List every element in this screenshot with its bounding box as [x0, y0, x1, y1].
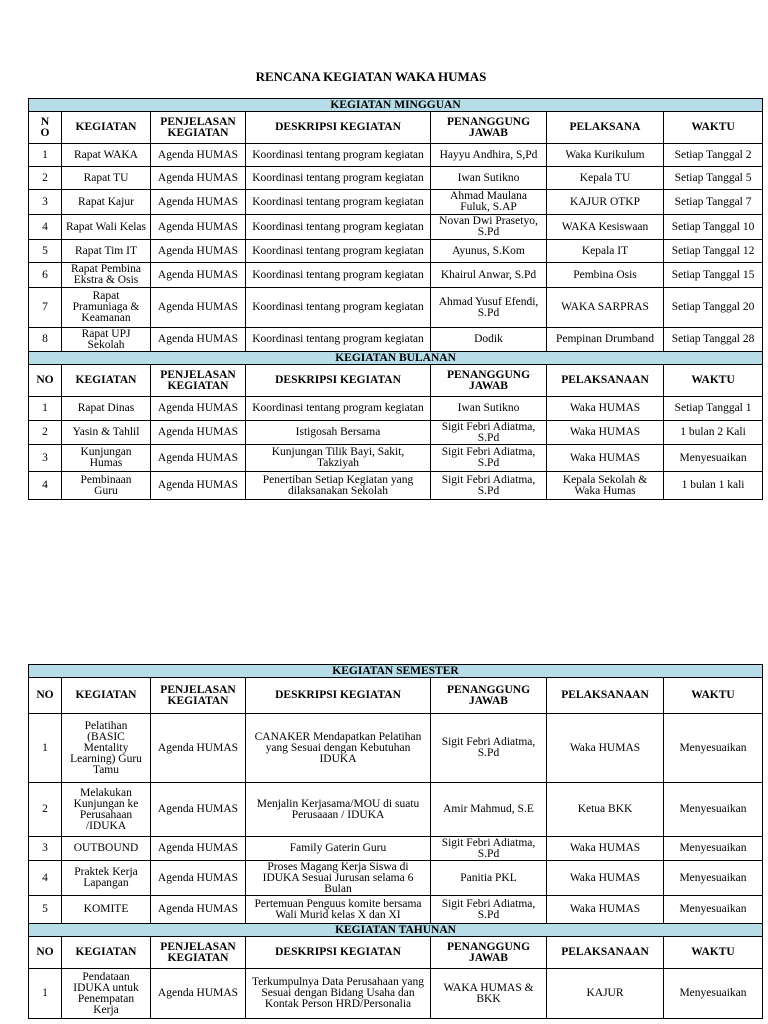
table-row: [29, 421, 763, 445]
header-row: [29, 365, 763, 397]
column-header: DESKRIPSI KEGIATAN: [246, 112, 431, 144]
table-cell: Setiap Tanggal 20: [664, 288, 763, 328]
table-cell: Koordinasi tentang program kegiatan: [246, 240, 431, 263]
table-cell: CANAKER Mendapatkan Pelatihan yang Sesuai dengan Kebutuhan IDUKA: [246, 714, 431, 783]
table-row: [29, 861, 763, 896]
table-cell: Agenda HUMAS: [151, 472, 246, 500]
table-row: [29, 190, 763, 215]
table-cell: 6: [29, 263, 62, 288]
table-cell: 1: [29, 714, 62, 783]
table-cell: Koordinasi tentang program kegiatan: [246, 328, 431, 352]
table-cell: WAKA HUMAS & BKK: [431, 969, 547, 1019]
table-cell: Ayunus, S.Kom: [431, 240, 547, 263]
table-cell: Sigit Febri Adiatma, S.Pd: [431, 472, 547, 500]
table-cell: Kunjungan Humas: [62, 445, 151, 472]
table-cell: 3: [29, 190, 62, 215]
column-header: WAKTU: [664, 678, 763, 714]
table-cell: KOMITE: [62, 896, 151, 924]
table-cell: Pelatihan (BASIC Mentality Learning) Guru Tamu: [62, 714, 151, 783]
table-cell: Agenda HUMAS: [151, 328, 246, 352]
table-cell: Penertiban Setiap Kegiatan yang dilaksanakan Sekolah: [246, 472, 431, 500]
section-title: KEGIATAN SEMESTER: [29, 665, 763, 678]
table-cell: WAKA Kesiswaan: [547, 215, 664, 240]
table-cell: Koordinasi tentang program kegiatan: [246, 144, 431, 167]
column-header: PELAKSANAAN: [547, 937, 664, 969]
column-header: NO: [29, 678, 62, 714]
table-cell: Menyesuaikan: [664, 969, 763, 1019]
table-cell: Rapat WAKA: [62, 144, 151, 167]
table-weekly-monthly: [28, 98, 763, 500]
table-cell: Rapat Kajur: [62, 190, 151, 215]
table-cell: Hayyu Andhira, S,Pd: [431, 144, 547, 167]
column-header: NO: [29, 937, 62, 969]
table-cell: 1: [29, 144, 62, 167]
table-cell: Agenda HUMAS: [151, 896, 246, 924]
table-cell: KAJUR: [547, 969, 664, 1019]
table-cell: 5: [29, 896, 62, 924]
header-row: [29, 678, 763, 714]
table-cell: Rapat Dinas: [62, 397, 151, 421]
column-header: PELAKSANAAN: [547, 365, 664, 397]
table-cell: Rapat Pembina Ekstra & Osis: [62, 263, 151, 288]
table-cell: 1: [29, 969, 62, 1019]
table-cell: 8: [29, 328, 62, 352]
table-cell: 5: [29, 240, 62, 263]
table-row: [29, 397, 763, 421]
table-cell: Dodik: [431, 328, 547, 352]
table-cell: Sigit Febri Adiatma, S.Pd: [431, 837, 547, 861]
table-cell: Proses Magang Kerja Siswa di IDUKA Sesuai Jurusan selama 6 Bulan: [246, 861, 431, 896]
table-cell: Agenda HUMAS: [151, 861, 246, 896]
table-cell: Pembina Osis: [547, 263, 664, 288]
table-cell: Sigit Febri Adiatma, S.Pd: [431, 445, 547, 472]
column-header: PELAKSANAAN: [547, 678, 664, 714]
table-cell: Istigosah Bersama: [246, 421, 431, 445]
section-title: KEGIATAN MINGGUAN: [29, 99, 763, 112]
table-cell: WAKA SARPRAS: [547, 288, 664, 328]
table-cell: 2: [29, 167, 62, 190]
column-header: PENANGGUNG JAWAB: [431, 365, 547, 397]
column-header: NO: [29, 365, 62, 397]
column-header: PENANGGUNG JAWAB: [431, 937, 547, 969]
table-row: [29, 714, 763, 783]
table-row: [29, 288, 763, 328]
column-header: PENJELASAN KEGIATAN: [151, 112, 246, 144]
table-cell: Kepala TU: [547, 167, 664, 190]
column-header: PELAKSANA: [547, 112, 664, 144]
table-cell: Rapat TU: [62, 167, 151, 190]
table-cell: Pendataan IDUKA untuk Penempatan Kerja: [62, 969, 151, 1019]
table-cell: Koordinasi tentang program kegiatan: [246, 215, 431, 240]
table-cell: Kunjungan Tilik Bayi, Sakit, Takziyah: [246, 445, 431, 472]
table-row: [29, 263, 763, 288]
table-cell: Koordinasi tentang program kegiatan: [246, 288, 431, 328]
table-cell: Agenda HUMAS: [151, 167, 246, 190]
section-title-row: [29, 665, 763, 678]
table-row: [29, 167, 763, 190]
table-cell: Ketua BKK: [547, 783, 664, 837]
table-cell: Pertemuan Penguus komite bersama Wali Murid kelas X dan XI: [246, 896, 431, 924]
column-header: KEGIATAN: [62, 937, 151, 969]
table-row: [29, 328, 763, 352]
table-cell: 1 bulan 1 kali: [664, 472, 763, 500]
table-cell: Melakukan Kunjungan ke Perusahaan /IDUKA: [62, 783, 151, 837]
table-cell: Agenda HUMAS: [151, 288, 246, 328]
table-cell: Koordinasi tentang program kegiatan: [246, 397, 431, 421]
table-cell: Rapat Pramuniaga & Keamanan: [62, 288, 151, 328]
table-cell: 4: [29, 215, 62, 240]
table-cell: 2: [29, 421, 62, 445]
table-cell: Menyesuaikan: [664, 861, 763, 896]
column-header: WAKTU: [664, 365, 763, 397]
table-cell: Menyesuaikan: [664, 783, 763, 837]
table-row: [29, 969, 763, 1019]
table-cell: Ahmad Maulana Fuluk, S.AP: [431, 190, 547, 215]
table-cell: Kepala IT: [547, 240, 664, 263]
table-cell: Iwan Sutikno: [431, 397, 547, 421]
column-header: KEGIATAN: [62, 112, 151, 144]
table-cell: 4: [29, 861, 62, 896]
column-header: DESKRIPSI KEGIATAN: [246, 365, 431, 397]
section-title: KEGIATAN TAHUNAN: [29, 924, 763, 937]
table-cell: 2: [29, 783, 62, 837]
column-header: N O: [29, 112, 62, 144]
column-header: KEGIATAN: [62, 365, 151, 397]
table-cell: Pempinan Drumband: [547, 328, 664, 352]
table-cell: Terkumpulnya Data Perusahaan yang Sesuai dengan Bidang Usaha dan Kontak Person HRD/Personalia: [246, 969, 431, 1019]
table-cell: Sigit Febri Adiatma, S.Pd: [431, 421, 547, 445]
header-row: [29, 937, 763, 969]
section-title-row: [29, 924, 763, 937]
table-cell: 4: [29, 472, 62, 500]
table-cell: Koordinasi tentang program kegiatan: [246, 190, 431, 215]
table-cell: Menyesuaikan: [664, 896, 763, 924]
table-cell: Koordinasi tentang program kegiatan: [246, 263, 431, 288]
table-cell: Iwan Sutikno: [431, 167, 547, 190]
table-cell: Kepala Sekolah & Waka Humas: [547, 472, 664, 500]
table-row: [29, 144, 763, 167]
table-cell: Novan Dwi Prasetyo, S.Pd: [431, 215, 547, 240]
table-cell: Setiap Tanggal 5: [664, 167, 763, 190]
table-row: [29, 215, 763, 240]
table-cell: Agenda HUMAS: [151, 240, 246, 263]
table-cell: Agenda HUMAS: [151, 969, 246, 1019]
table-cell: 3: [29, 445, 62, 472]
table-cell: Menyesuaikan: [664, 837, 763, 861]
table-cell: Agenda HUMAS: [151, 397, 246, 421]
table-cell: Amir Mahmud, S.E: [431, 783, 547, 837]
table-semester-yearly: [28, 664, 763, 1019]
table-cell: Waka HUMAS: [547, 397, 664, 421]
table-row: [29, 472, 763, 500]
section-title: KEGIATAN BULANAN: [29, 352, 763, 365]
table-cell: 1 bulan 2 Kali: [664, 421, 763, 445]
table-cell: Agenda HUMAS: [151, 263, 246, 288]
table-cell: KAJUR OTKP: [547, 190, 664, 215]
table-cell: OUTBOUND: [62, 837, 151, 861]
table-cell: Setiap Tanggal 2: [664, 144, 763, 167]
column-header: KEGIATAN: [62, 678, 151, 714]
table-cell: Rapat Tim IT: [62, 240, 151, 263]
table-cell: Praktek Kerja Lapangan: [62, 861, 151, 896]
table-cell: Setiap Tanggal 7: [664, 190, 763, 215]
table-cell: Agenda HUMAS: [151, 144, 246, 167]
table-cell: Yasin & Tahlil: [62, 421, 151, 445]
column-header: DESKRIPSI KEGIATAN: [246, 937, 431, 969]
table-cell: Setiap Tanggal 15: [664, 263, 763, 288]
table-cell: 1: [29, 397, 62, 421]
table-row: [29, 240, 763, 263]
table-cell: Setiap Tanggal 28: [664, 328, 763, 352]
table-row: [29, 837, 763, 861]
table-cell: Waka HUMAS: [547, 861, 664, 896]
table-cell: Waka HUMAS: [547, 714, 664, 783]
table-cell: Setiap Tanggal 12: [664, 240, 763, 263]
column-header: PENANGGUNG JAWAB: [431, 112, 547, 144]
document-title: RENCANA KEGIATAN WAKA HUMAS: [255, 69, 487, 84]
section-title-row: [29, 352, 763, 365]
table-cell: Waka HUMAS: [547, 896, 664, 924]
table-cell: Sigit Febri Adiatma, S.Pd: [431, 714, 547, 783]
column-header: PENJELASAN KEGIATAN: [151, 678, 246, 714]
table-cell: Menyesuaikan: [664, 714, 763, 783]
table-cell: Sigit Febri Adiatma, S.Pd: [431, 896, 547, 924]
column-header: PENANGGUNG JAWAB: [431, 678, 547, 714]
column-header: WAKTU: [664, 937, 763, 969]
table-cell: Waka HUMAS: [547, 837, 664, 861]
column-header: PENJELASAN KEGIATAN: [151, 365, 246, 397]
table-cell: Koordinasi tentang program kegiatan: [246, 167, 431, 190]
table-cell: Agenda HUMAS: [151, 190, 246, 215]
table-cell: 3: [29, 837, 62, 861]
table-row: [29, 445, 763, 472]
table-cell: Waka Kurikulum: [547, 144, 664, 167]
table-cell: Family Gaterin Guru: [246, 837, 431, 861]
table-cell: Waka HUMAS: [547, 445, 664, 472]
section-title-row: [29, 99, 763, 112]
table-cell: Panitia PKL: [431, 861, 547, 896]
table-cell: Pembinaan Guru: [62, 472, 151, 500]
table-cell: Menjalin Kerjasama/MOU di suatu Perusaaan / IDUKA: [246, 783, 431, 837]
table-cell: Agenda HUMAS: [151, 445, 246, 472]
table-cell: Agenda HUMAS: [151, 215, 246, 240]
column-header: WAKTU: [664, 112, 763, 144]
header-row: [29, 112, 763, 144]
table-row: [29, 783, 763, 837]
table-cell: Waka HUMAS: [547, 421, 664, 445]
column-header: DESKRIPSI KEGIATAN: [246, 678, 431, 714]
table-cell: Rapat UPJ Sekolah: [62, 328, 151, 352]
table-row: [29, 896, 763, 924]
table-cell: Menyesuaikan: [664, 445, 763, 472]
table-cell: Agenda HUMAS: [151, 714, 246, 783]
table-cell: Ahmad Yusuf Efendi, S.Pd: [431, 288, 547, 328]
table-cell: Setiap Tanggal 10: [664, 215, 763, 240]
table-cell: Agenda HUMAS: [151, 421, 246, 445]
table-cell: Agenda HUMAS: [151, 837, 246, 861]
table-cell: Khairul Anwar, S.Pd: [431, 263, 547, 288]
table-cell: Rapat Wali Kelas: [62, 215, 151, 240]
table-cell: 7: [29, 288, 62, 328]
table-cell: Setiap Tanggal 1: [664, 397, 763, 421]
table-cell: Agenda HUMAS: [151, 783, 246, 837]
column-header: PENJELASAN KEGIATAN: [151, 937, 246, 969]
